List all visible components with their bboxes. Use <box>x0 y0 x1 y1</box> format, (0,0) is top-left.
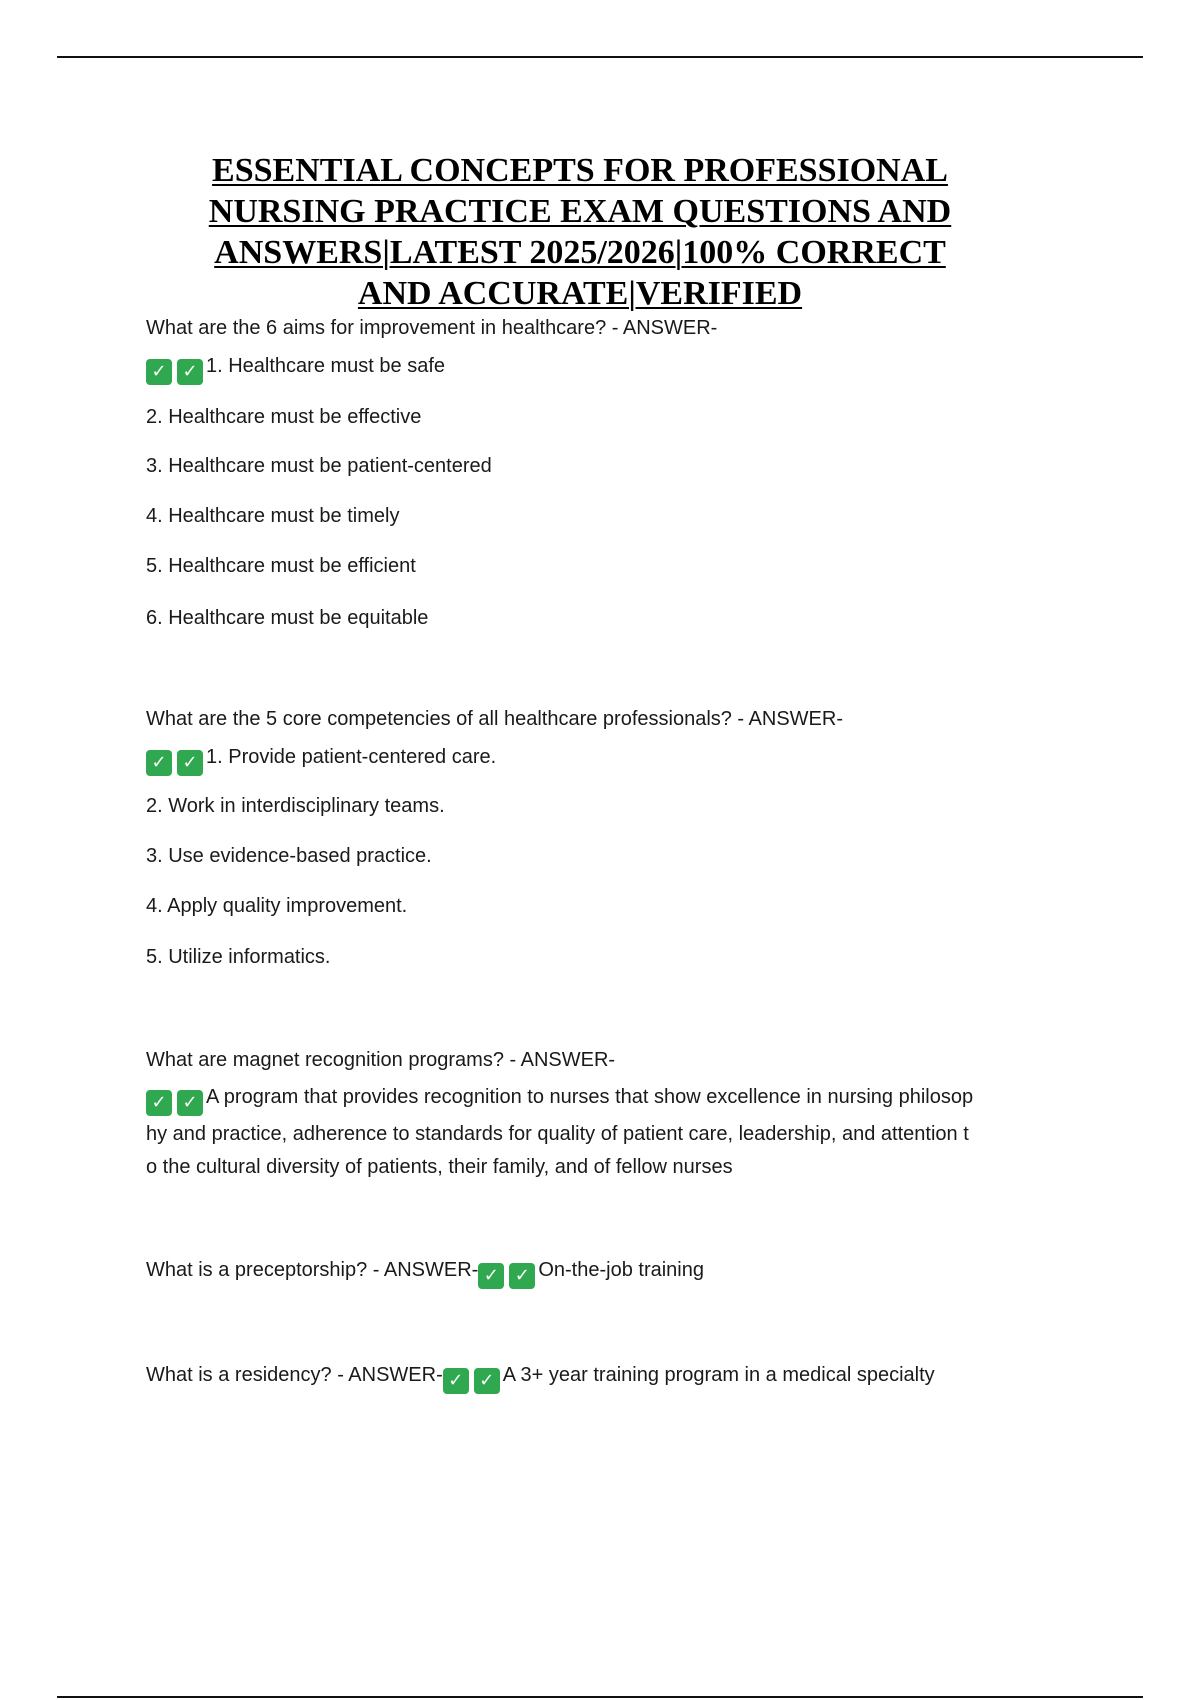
title-line: AND ACCURATE|VERIFIED <box>357 275 803 312</box>
check-marks <box>478 1256 540 1289</box>
check-marks <box>443 1361 505 1394</box>
answer-line: 2. Healthcare must be effective <box>146 406 422 428</box>
question-text: What are the 6 aims for improvement in healthcare? - ANSWER- <box>146 317 718 339</box>
top-rule <box>57 56 1143 58</box>
question-text: What is a residency? - ANSWER- <box>146 1364 443 1386</box>
answer-line: 2. Work in interdisciplinary teams. <box>146 795 445 817</box>
document-title <box>130 150 1030 314</box>
checkmark-icon: ✓ <box>146 750 172 776</box>
checkmark-icon: ✓ <box>177 750 203 776</box>
checkmark-icon: ✓ <box>146 1090 172 1116</box>
answer-text: On-the-job training <box>538 1259 704 1281</box>
bottom-rule <box>57 1696 1143 1698</box>
answer-text: A 3+ year training program in a medical specialty <box>502 1364 935 1386</box>
title-line: ANSWERS|LATEST 2025/2026|100% CORRECT <box>214 234 946 271</box>
question-text: What are magnet recognition programs? - ANSWER- <box>146 1049 616 1071</box>
answer-line: 6. Healthcare must be equitable <box>146 607 429 629</box>
checkmark-icon: ✓ <box>478 1263 504 1289</box>
checkmark-icon: ✓ <box>443 1368 469 1394</box>
answer-text: 1. Provide patient-centered care. <box>206 746 497 768</box>
answer-line: 5. Utilize informatics. <box>146 946 331 968</box>
checkmark-icon: ✓ <box>474 1368 500 1394</box>
answer-line <box>146 1083 973 1111</box>
answer-line: 3. Use evidence-based practice. <box>146 845 432 867</box>
answer-text: 1. Healthcare must be safe <box>206 355 446 377</box>
qa-inline-line <box>146 1256 704 1284</box>
check-marks <box>146 743 208 776</box>
qa-inline-line <box>146 1361 935 1389</box>
checkmark-icon: ✓ <box>177 359 203 385</box>
checkmark-icon: ✓ <box>509 1263 535 1289</box>
answer-line: 4. Healthcare must be timely <box>146 505 400 527</box>
checkmark-icon: ✓ <box>177 1090 203 1116</box>
question-text: What is a preceptorship? - ANSWER- <box>146 1259 479 1281</box>
answer-line: hy and practice, adherence to standards for quality of patient care, leadership, and attention t <box>146 1123 969 1145</box>
answer-line: 5. Healthcare must be efficient <box>146 555 416 577</box>
check-marks <box>146 1083 208 1116</box>
answer-line: o the cultural diversity of patients, their family, and of fellow nurses <box>146 1156 733 1178</box>
answer-text: A program that provides recognition to nurses that show excellence in nursing philosop <box>206 1086 974 1108</box>
title-line: NURSING PRACTICE EXAM QUESTIONS AND <box>208 193 952 230</box>
answer-line <box>146 743 496 771</box>
title-line: ESSENTIAL CONCEPTS FOR PROFESSIONAL <box>212 152 948 189</box>
answer-line: 3. Healthcare must be patient-centered <box>146 455 492 477</box>
question-text: What are the 5 core competencies of all healthcare professionals? - ANSWER- <box>146 708 843 730</box>
answer-line: 4. Apply quality improvement. <box>146 895 408 917</box>
checkmark-icon: ✓ <box>146 359 172 385</box>
check-marks <box>146 352 208 385</box>
answer-line <box>146 352 445 380</box>
